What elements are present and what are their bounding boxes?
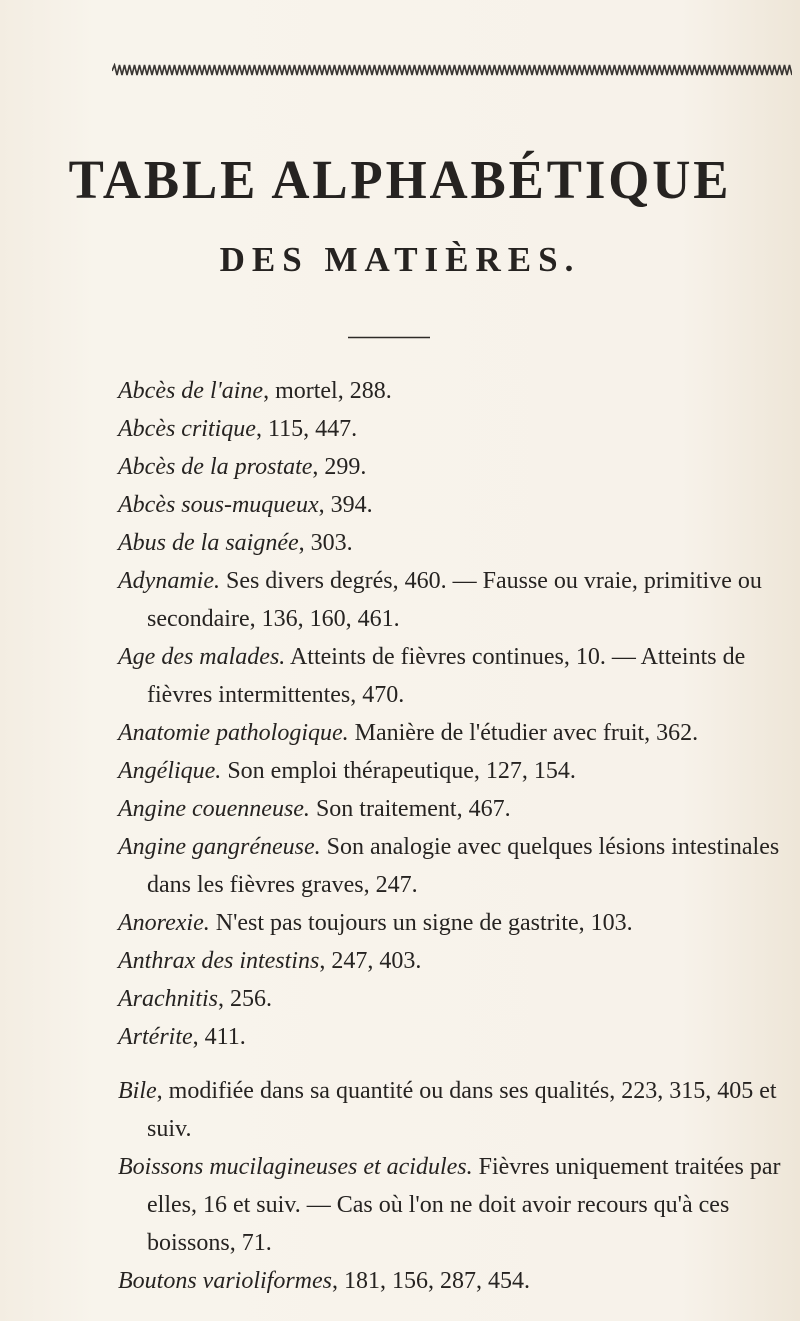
entry-term: Angine couenneuse.: [118, 796, 310, 822]
index-entry: [118, 828, 798, 904]
entry-term: Bile: [118, 1078, 157, 1104]
entry-term: Age des malades.: [118, 644, 286, 670]
entry-text: , modifiée dans sa quantité ou dans ses qualités, 223, 315, 405 et suiv.: [147, 1078, 777, 1142]
entry-text: Ses divers degrés, 460. — Fausse ou vraie, primitive ou secondaire, 136, 160, 461.: [147, 568, 762, 632]
index-entry: [118, 714, 798, 752]
entry-term: Angine gangréneuse.: [118, 834, 321, 860]
index-entry: [118, 410, 798, 448]
index-entry: [118, 638, 798, 714]
entry-text: , 256.: [218, 986, 272, 1012]
index-entry: [118, 752, 798, 790]
page-subtitle: DES MATIÈRES.: [219, 240, 581, 279]
entry-text: Son emploi thérapeutique, 127, 154.: [221, 758, 576, 784]
entry-text: , 394.: [318, 492, 373, 518]
entry-text: Atteints de fièvres continues, 10. — Atteints de fièvres intermittentes, 470.: [147, 644, 746, 708]
entry-text: , mortel, 288.: [263, 378, 392, 404]
entry-term: Abcès sous-muqueux: [118, 492, 319, 518]
entry-term: Anorexie.: [118, 910, 210, 936]
entries-group-b: [118, 1072, 798, 1300]
index-entry: [118, 790, 798, 828]
entry-term: Adynamie.: [118, 568, 220, 594]
entry-term: Abus de la saignée: [118, 530, 299, 556]
index-entry: [118, 942, 798, 980]
index-entry: [118, 904, 798, 942]
entry-text: , 115, 447.: [255, 416, 358, 442]
entry-term: Arachnitis: [118, 986, 218, 1012]
entry-term: Abcès critique: [118, 416, 256, 442]
entry-term: Anatomie pathologique.: [118, 720, 349, 746]
index-entry: [118, 372, 798, 410]
index-entry: [118, 486, 798, 524]
entry-text: , 181, 156, 287, 454.: [332, 1268, 530, 1294]
index-entry: [118, 1018, 798, 1056]
entry-term: Boutons varioliformes: [118, 1268, 332, 1294]
index-entry: [118, 562, 798, 638]
decorative-wave-border: [112, 63, 792, 79]
index-entry: [118, 1262, 798, 1300]
entry-term: Angélique.: [118, 758, 222, 784]
group-gap: [118, 1056, 798, 1072]
index-entries: [118, 372, 798, 1300]
entry-term: Abcès de la prostate: [118, 454, 313, 480]
title-divider-rule: [348, 336, 430, 339]
page-title: TABLE ALPHABÉTIQUE: [68, 149, 732, 210]
entry-text: , 299.: [312, 454, 367, 480]
entry-term: Anthrax des intestins: [118, 948, 320, 974]
entry-term: Artérite: [118, 1024, 193, 1050]
entries-group-a: [118, 372, 798, 1056]
entry-text: , 247, 403.: [319, 948, 422, 974]
index-entry: [118, 1072, 798, 1148]
entry-text: N'est pas toujours un signe de gastrite, 103.: [209, 910, 633, 936]
index-entry: [118, 448, 798, 486]
entry-text: , 411.: [192, 1024, 246, 1050]
index-entry: [118, 980, 798, 1018]
entry-term: Boissons mucilagineuses et acidules.: [118, 1154, 473, 1180]
entry-text: Son analogie avec quelques lésions intestinales dans les fièvres graves, 247.: [147, 834, 780, 898]
entry-text: Manière de l'étudier avec fruit, 362.: [348, 720, 699, 746]
entry-text: Fièvres uniquement traitées par elles, 16 et suiv. — Cas où l'on ne doit avoir recours qu'à ces boissons, 71.: [147, 1154, 781, 1256]
entry-text: Son traitement, 467.: [309, 796, 511, 822]
index-entry: [118, 524, 798, 562]
entry-term: Abcès de l'aine: [118, 378, 264, 404]
entry-text: , 303.: [298, 530, 353, 556]
index-entry: [118, 1148, 798, 1262]
